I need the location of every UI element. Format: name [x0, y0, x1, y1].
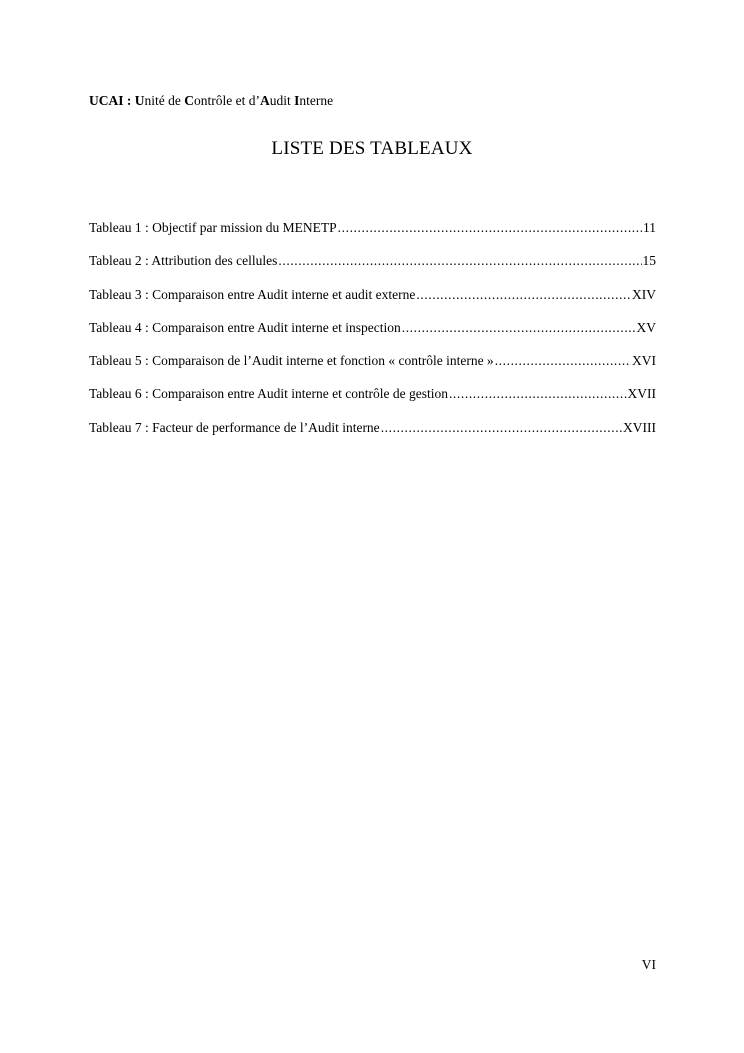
abbreviation-line	[89, 92, 333, 110]
toc-entry[interactable]	[89, 351, 656, 384]
expansion-text: nité de	[144, 93, 185, 108]
toc-entry-label: Tableau 4 : Comparaison entre Audit interne et inspection	[89, 319, 401, 335]
abbreviation: UCAI :	[89, 93, 132, 108]
dot-leader	[338, 218, 642, 238]
toc-entry-label: Tableau 5 : Comparaison de l’Audit interne et fonction « contrôle interne »	[89, 353, 494, 369]
toc-entry[interactable]	[89, 384, 656, 417]
table-list	[89, 218, 656, 451]
expansion-text: udit	[269, 93, 295, 108]
list-title: LISTE DES TABLEAUX	[271, 138, 473, 159]
expansion-initial: U	[134, 93, 145, 108]
toc-entry-label: Tableau 1 : Objectif par mission du MENETP	[89, 220, 337, 235]
toc-entry-label: Tableau 7 : Facteur de performance de l’Audit interne	[89, 419, 380, 435]
dot-leader	[278, 251, 641, 271]
expansion-text: ontrôle et d’	[194, 93, 260, 108]
toc-entry-label: Tableau 2 : Attribution des cellules	[89, 253, 278, 269]
dot-leader	[449, 384, 627, 404]
toc-entry-page: XVI	[632, 353, 656, 369]
expansion-initial: I	[294, 93, 300, 108]
toc-entry[interactable]	[89, 251, 656, 284]
toc-entry[interactable]	[89, 285, 656, 318]
expansion-text: nterne	[299, 93, 334, 108]
toc-entry-page: XV	[636, 319, 656, 335]
toc-entry-page: 15	[642, 253, 656, 269]
dot-leader	[416, 285, 631, 305]
toc-entry-page: 11	[643, 220, 656, 235]
toc-entry-label: Tableau 3 : Comparaison entre Audit interne et audit externe	[89, 286, 416, 302]
expansion-initial: A	[259, 93, 270, 108]
toc-entry-page: XIV	[632, 286, 656, 302]
toc-entry-page: XVII	[627, 386, 656, 402]
page-number: VI	[641, 957, 656, 972]
toc-entry-label: Tableau 6 : Comparaison entre Audit interne et contrôle de gestion	[89, 386, 448, 402]
expansion-initial: C	[184, 93, 194, 108]
dot-leader	[402, 318, 636, 338]
toc-entry[interactable]	[89, 218, 656, 251]
dot-leader	[495, 351, 631, 371]
toc-entry-page: XVIII	[623, 419, 656, 435]
toc-entry[interactable]	[89, 418, 656, 451]
dot-leader	[381, 418, 622, 438]
toc-entry[interactable]	[89, 318, 656, 351]
